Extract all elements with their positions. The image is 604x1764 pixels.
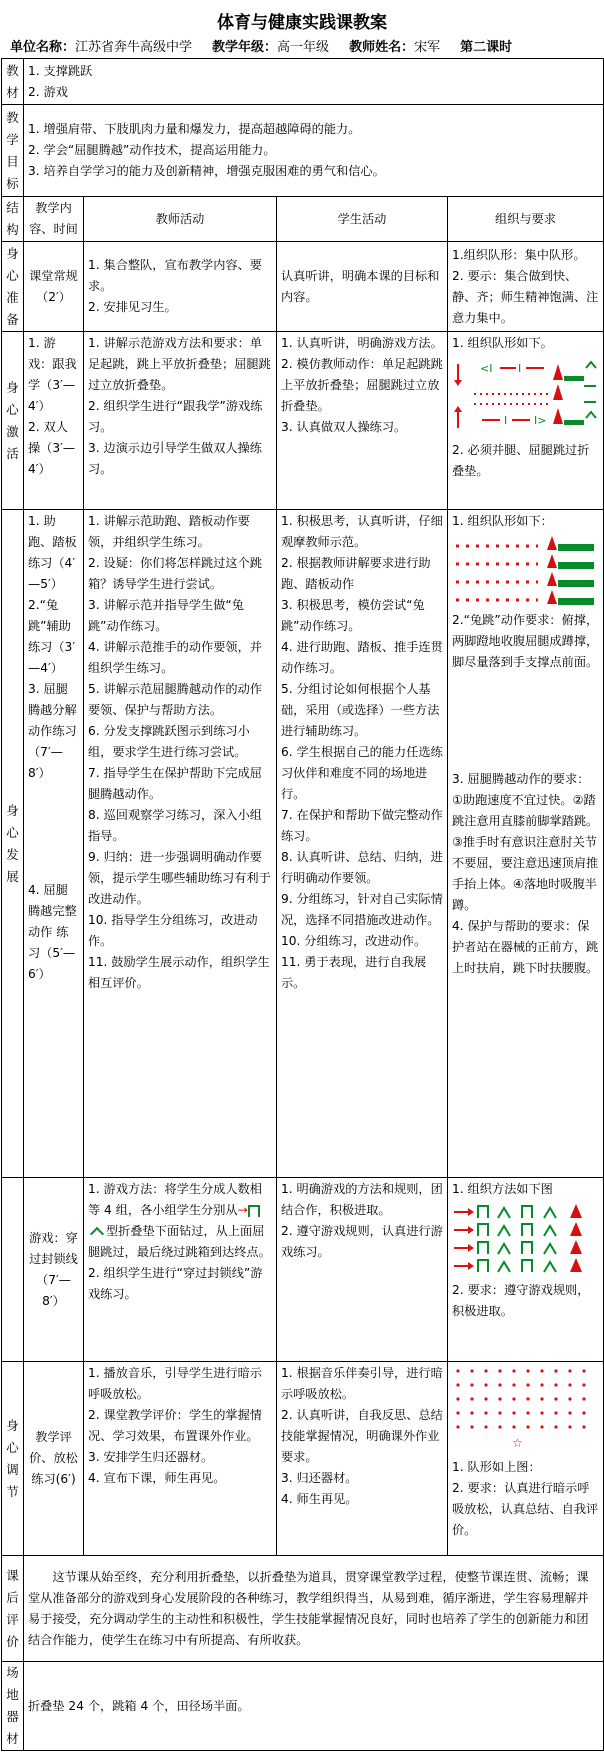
arch-mat-icon: [478, 1242, 488, 1254]
adjust-teacher-item: 3. 安排学生归还器材。: [88, 1450, 214, 1464]
activate-teacher: [84, 332, 277, 510]
prep-org: [448, 242, 604, 332]
activate-label: 身心激活: [2, 332, 24, 510]
prep-teacher-item: 2. 安排见习生。: [88, 300, 177, 314]
develop-content: [24, 510, 84, 1178]
arrow-head-icon: [468, 1262, 474, 1270]
mat-icon: [564, 376, 584, 381]
student-dot: [582, 1397, 585, 1400]
page-title: 体育与健康实践课教案: [217, 13, 387, 33]
period: 第二课时: [460, 39, 513, 55]
student-dot: [456, 1369, 459, 1372]
develop-student-item: 3. 积极思考，模仿尝试“兔跳”动作练习。: [281, 598, 425, 633]
header-structure: 结构: [2, 197, 24, 242]
develop-teacher-item: 3. 讲解示范并指导学生做“兔跳”动作练习。: [88, 598, 244, 633]
develop-content-item: 4. 屈腿腾越完整动作 练 习（5′—6′）: [28, 883, 77, 981]
game-teacher-item: 型折叠垫下面钻过，从上面屈腿跳过，最后绕过跳箱到达终点。: [88, 1224, 271, 1259]
activate-content-item: 1. 游戏：跟我学（3′—4′）: [28, 336, 77, 413]
arrow-head-icon: [454, 406, 462, 412]
prep-student: 认真听讲，明确本课的目标和内容。: [277, 242, 448, 332]
develop-student-item: 11. 勇于表现，进行自我展示。: [281, 955, 427, 990]
develop-teacher: [84, 510, 277, 1178]
unit-label: 单位名称：: [10, 39, 76, 55]
develop-org-item: 2.“兔跳”动作要求：俯撑，两脚蹬地收腹屈腿成蹲撑，脚尽量落到手支撑点前面。: [452, 613, 599, 669]
cone-icon: [553, 408, 563, 424]
develop-content-item: 2.“兔跳”辅助练习（3′—4′）: [28, 598, 76, 675]
develop-org-item: 1. 组织队形如下：: [452, 514, 553, 528]
develop-teacher-item: 2. 设疑：你们将怎样跳过这个跳箱？诱导学生进行尝试。: [88, 556, 262, 591]
activate-student: [277, 332, 448, 510]
cone-icon: [570, 1240, 582, 1254]
meta-row: [0, 32, 604, 58]
game-teacher-item: 1. 游戏方法：将学生分成人数相等 4 组，各小组学生分别从: [88, 1182, 262, 1217]
develop-student-item: 7. 在保护和帮助下做完整动作练习。: [281, 808, 443, 843]
hurdle-icon: [586, 362, 596, 368]
adjust-student-item: 2. 认真听讲，自我反思、总结技能掌握情况，明确课外作业要求。: [281, 1408, 443, 1464]
review-label: 课后评价: [2, 1556, 24, 1662]
header-teacher: 教师活动: [84, 197, 277, 242]
develop-teacher-item: 5. 讲解示范屈腿腾越动作的动作要领、保护与帮助方法。: [88, 682, 262, 717]
student-dot: [568, 1369, 571, 1372]
turn-marker-icon: I: [504, 414, 508, 427]
goals-cell: [24, 105, 604, 197]
arch-mat-icon: [522, 1224, 532, 1236]
develop-teacher-item: 6. 分发支撑跳跃图示到练习小组，要求学生进行练习尝试。: [88, 724, 250, 759]
develop-teacher-item: 10. 指导学生分组练习，改进动作。: [88, 913, 258, 948]
teacher-star-icon: ☆: [512, 1436, 523, 1450]
student-dot: [526, 1369, 529, 1372]
game-teacher: [84, 1178, 277, 1362]
game-formation-svg: [452, 1202, 598, 1278]
arrow-head-icon: [468, 1208, 474, 1216]
activate-student-item: 2. 模仿教师动作：单足起跳跳上平放折叠垫；屈腿跳过立放折叠垫。: [281, 357, 443, 413]
student-dot: [540, 1383, 543, 1386]
teacher-value: 宋军: [414, 39, 441, 55]
game-content: 游戏：穿过封锁线（7′—8′）: [24, 1178, 84, 1362]
student-dot: [554, 1369, 557, 1372]
tent-mat-icon: [544, 1208, 556, 1218]
activate-org-item: 2. 必须并腿、屈腿跳过折叠垫。: [452, 443, 590, 478]
activate-row: [2, 332, 604, 510]
tent-mat-icon: [544, 1244, 556, 1254]
vault-lane: [456, 554, 594, 569]
student-dot: [512, 1397, 515, 1400]
arrow-head-icon: [468, 1226, 474, 1234]
develop-row: [2, 510, 604, 1178]
develop-student-item: 5. 分组讨论如何根据个人基础，采用（或选择）一些方法进行辅助练习。: [281, 682, 440, 738]
student-dot-grid: [456, 1369, 585, 1428]
game-label: [2, 1178, 24, 1362]
formation-row-bottom: [454, 406, 596, 428]
student-dot: [498, 1425, 501, 1428]
prep-row: [2, 242, 604, 332]
develop-teacher-item: 9. 归纳：进一步强调明确动作要领，提示学生哪些辅助练习有利于改进动作。: [88, 850, 271, 906]
student-dot: [540, 1369, 543, 1372]
student-dot: [498, 1397, 501, 1400]
develop-teacher-item: 1. 讲解示范助跑、踏板动作要领，并组织学生练习。: [88, 514, 250, 549]
game-lane: [454, 1240, 582, 1254]
grade-value: 高一年级: [277, 39, 330, 55]
material-cell: [24, 59, 604, 105]
unit-info: [10, 36, 192, 55]
lesson-table: [1, 58, 604, 1751]
tent-mat-icon: [544, 1226, 556, 1236]
game-org-item: 1. 组织方法如下图: [452, 1182, 553, 1196]
student-dot: [554, 1411, 557, 1414]
develop-student-item: 6. 学生根据自己的能力任选练习伙伴和难度不同的场地进行。: [281, 745, 443, 801]
student-dot: [582, 1411, 585, 1414]
student-dot: [540, 1397, 543, 1400]
student-dot: [568, 1383, 571, 1386]
game-org: [448, 1178, 604, 1362]
student-dot: [582, 1383, 585, 1386]
review-text: 这节课从始至终，充分利用折叠垫，以折叠垫为道具，贯穿课堂教学过程，使整节课连贯、流畅；课堂从准备部分的游戏到身心发展阶段的各种练习，教学组织得当，从易到难，循序渐进，学生容易理解并易于接受，充分调动学生的主动性和积极性，学生技能掌握情况良好，同时也培养了学生的创新能力和团结合作能力，使学生在练习中有所提高、有所收获。: [24, 1556, 604, 1662]
activate-org-item: 1. 组织队形如下。: [452, 336, 553, 350]
arch-mat-icon: [248, 1205, 260, 1217]
game-student-item: 2. 遵守游戏规则，认真进行游戏练习。: [281, 1224, 443, 1259]
tent-mat-icon: [498, 1226, 510, 1236]
game-lane: [454, 1204, 582, 1218]
goals-row: [2, 105, 604, 197]
student-dot: [568, 1411, 571, 1414]
student-dot: [526, 1397, 529, 1400]
develop-org: [448, 510, 604, 1178]
equipment-text: 折叠垫 24 个，跳箱 4 个，田径场半面。: [24, 1662, 604, 1751]
header-row: [2, 197, 604, 242]
student-dot: [540, 1411, 543, 1414]
adjust-student: [277, 1362, 448, 1556]
cone-icon: [570, 1222, 582, 1236]
arrow-right-icon: →: [237, 1203, 248, 1217]
cone-icon: [547, 536, 557, 550]
cone-icon: [547, 590, 557, 604]
activate-student-item: 1. 认真听讲，明确游戏方法。: [281, 336, 443, 350]
mat-icon: [564, 420, 584, 425]
cone-icon: [570, 1258, 582, 1272]
cone-icon: [553, 364, 563, 380]
cooldown-formation-diagram: [452, 1365, 599, 1455]
develop-student-item: 8. 认真听讲、总结、归纳，进行明确动作要领。: [281, 850, 443, 885]
arch-mat-icon: [478, 1260, 488, 1272]
vault-formation-svg: [452, 534, 598, 606]
develop-student-item: 2. 根据教师讲解要求进行助跑、踏板动作: [281, 556, 431, 591]
vault-lane: [456, 572, 594, 587]
game-teacher-item: 2. 组织学生进行“穿过封锁线”游戏练习。: [88, 1266, 263, 1301]
vault-box-icon: [558, 580, 594, 587]
student-dot: [540, 1425, 543, 1428]
student-dot: [512, 1369, 515, 1372]
student-dot: [582, 1369, 585, 1372]
student-dot: [498, 1369, 501, 1372]
activate-org: [448, 332, 604, 510]
unit-value: 江苏省奔牛高级中学: [75, 39, 193, 55]
student-dot: [568, 1397, 571, 1400]
prep-org-item: 2. 要示：集合做到快、静、齐；师生精神饱满、注意力集中。: [452, 268, 599, 325]
activate-content: [24, 332, 84, 510]
student-dot: [498, 1411, 501, 1414]
student-dot: [554, 1425, 557, 1428]
prep-teacher: [84, 242, 277, 332]
game-student-item: 1. 明确游戏的方法和规则，团结合作，积极进取。: [281, 1182, 443, 1217]
arch-mat-icon: [522, 1206, 532, 1218]
equipment-label: 场地器材: [2, 1662, 24, 1751]
tent-mat-icon: [498, 1244, 510, 1254]
activate-student-item: 3. 认真做双人操练习。: [281, 420, 407, 434]
student-dot: [484, 1369, 487, 1372]
activate-teacher-item: 2. 组织学生进行“跟我学”游戏练习。: [88, 399, 263, 434]
student-dot: [484, 1425, 487, 1428]
student-dot: [512, 1411, 515, 1414]
teacher-info: [349, 36, 440, 55]
student-dot: [512, 1425, 515, 1428]
goal-item: 3. 培养自学学习的能力及创新精神，增强克服困难的勇气和信心。: [28, 164, 385, 178]
student-dot: [470, 1383, 473, 1386]
adjust-org: [448, 1362, 604, 1556]
student-dot: [484, 1397, 487, 1400]
game-org-item: 2. 要求：遵守游戏规则，积极进取。: [452, 1283, 590, 1318]
student-dot: [568, 1425, 571, 1428]
vault-lane: [456, 536, 594, 551]
develop-org-item: 4. 保护与帮助的要求：保护者站在器械的正前方，跳上时扶肩，跳下时扶腰腹。: [452, 919, 599, 975]
hurdle-icon: [586, 412, 596, 418]
student-dot: [484, 1411, 487, 1414]
prep-label: 身心准备: [2, 242, 24, 332]
student-dot: [456, 1383, 459, 1386]
tent-mat-icon: [90, 1226, 104, 1240]
student-dot: [512, 1383, 515, 1386]
material-label: 教材: [2, 59, 24, 105]
develop-student-item: 4. 进行助跑、踏板、推手连贯动作练习。: [281, 640, 443, 675]
grade-info: [212, 36, 329, 55]
develop-teacher-item: 7. 指导学生在保护帮助下完成屈腿腾越动作。: [88, 766, 262, 801]
teacher-label: 教师姓名：: [349, 39, 415, 55]
tent-mat-icon: [498, 1208, 510, 1218]
student-dot: [554, 1397, 557, 1400]
adjust-content: 教学评价、放松练习(6′): [24, 1362, 84, 1556]
adjust-teacher-item: 4. 宣布下课，师生再见。: [88, 1471, 226, 1485]
header-student: 学生活动: [277, 197, 448, 242]
header-content: 教学内容、时间: [24, 197, 84, 242]
vault-box-icon: [558, 562, 594, 569]
game-lane: [454, 1258, 582, 1272]
student-dot: [526, 1383, 529, 1386]
game-lane: [454, 1222, 582, 1236]
warmup-formation-diagram: [452, 356, 599, 438]
develop-org-item: 3. 屈腿腾越动作的要求：①助跑速度不宜过快。②踏跳注意用直膝前脚掌踏跳。③推手时有意识注意肘关节不要屈，要注意迅速顶肩推手抬上体。④落地时吸腹半蹲。: [452, 772, 599, 912]
prep-content: 课堂常规（2′）: [24, 242, 84, 332]
adjust-org-item: 2. 要求：认真进行暗示呼吸放松，认真总结、自我评价。: [452, 1481, 599, 1537]
goals-label: 教学目标: [2, 105, 24, 197]
material-row: [2, 59, 604, 105]
warmup-formation-svg: [452, 356, 598, 436]
develop-student-item: 10. 分组练习，改进动作。: [281, 934, 427, 948]
grade-label: 教学年级：: [212, 39, 278, 55]
develop-teacher-item: 11. 鼓励学生展示动作，组织学生相互评价。: [88, 955, 270, 990]
turn-marker-icon: I>: [534, 414, 547, 427]
vault-formation-diagram: [452, 534, 599, 608]
header-org: 组织与要求: [448, 197, 604, 242]
arrow-head-icon: [454, 380, 462, 386]
tent-mat-icon: [498, 1262, 510, 1272]
develop-teacher-item: 4. 讲解示范推手的动作要领，并组织学生练习。: [88, 640, 262, 675]
arch-mat-icon: [478, 1206, 488, 1218]
activate-content-item: 2. 双人操（3′—4′）: [28, 420, 76, 476]
review-row: [2, 1556, 604, 1662]
vault-box-icon: [558, 544, 594, 551]
game-formation-diagram: [452, 1202, 599, 1278]
adjust-student-item: 3. 归还器材。: [281, 1471, 358, 1485]
develop-student-item: 1. 积极思考，认真听讲，仔细观摩教师示范。: [281, 514, 443, 549]
student-dot: [484, 1383, 487, 1386]
arch-mat-icon: [478, 1224, 488, 1236]
material-item: 1. 支撑跳跃: [28, 63, 93, 78]
cooldown-formation-svg: [452, 1365, 598, 1453]
turn-marker-icon: <I: [480, 362, 493, 375]
develop-teacher-item: 8. 巡回观察学习练习，深入小组指导。: [88, 808, 262, 843]
student-dot: [498, 1383, 501, 1386]
student-dot: [456, 1425, 459, 1428]
adjust-teacher-item: 1. 播放音乐，引导学生进行暗示呼吸放松。: [88, 1366, 262, 1401]
adjust-teacher-item: 2. 课堂教学评价：学生的掌握情况、学习效果，布置课外作业。: [88, 1408, 262, 1443]
arch-mat-icon: [522, 1260, 532, 1272]
material-item: 2. 游戏: [28, 84, 68, 99]
formation-row-middle: [474, 384, 596, 404]
develop-student-item: 9. 分组练习，针对自己实际情况，选择不同措施改进动作。: [281, 892, 443, 927]
student-dot: [582, 1425, 585, 1428]
adjust-org-item: 1. 队形如上图：: [452, 1460, 541, 1474]
develop-content-item: 1. 助跑、踏板练习（4′—5′）: [28, 514, 77, 591]
student-dot: [470, 1397, 473, 1400]
student-dot: [470, 1369, 473, 1372]
goal-item: 1. 增强肩带、下肢肌肉力量和爆发力，提高超越障碍的能力。: [28, 122, 361, 136]
equipment-row: [2, 1662, 604, 1751]
activate-teacher-item: 3. 边演示边引导学生做双人操练习。: [88, 441, 262, 476]
goal-item: 2. 学会“屈腿腾越”动作技术，提高运用能力。: [28, 143, 276, 157]
adjust-student-item: 4. 师生再见。: [281, 1492, 358, 1506]
student-dot: [526, 1411, 529, 1414]
vault-box-icon: [558, 598, 594, 605]
game-row: [2, 1178, 604, 1362]
arch-mat-icon: [522, 1242, 532, 1254]
student-dot: [470, 1411, 473, 1414]
develop-content-item: 3. 屈腿腾越分解动作练习（7′—8′）: [28, 682, 77, 780]
adjust-student-item: 1. 根据音乐伴奏引导，进行暗示呼吸放松。: [281, 1366, 443, 1401]
cone-icon: [547, 554, 557, 568]
develop-student: [277, 510, 448, 1178]
formation-row-top: [454, 362, 596, 386]
cone-icon: [570, 1204, 582, 1218]
prep-teacher-item: 1. 集合整队，宣布教学内容、要求。: [88, 258, 262, 293]
adjust-row: [2, 1362, 604, 1556]
tent-mat-icon: [544, 1262, 556, 1272]
adjust-label: 身心调节: [2, 1362, 24, 1556]
vault-lane: [456, 590, 594, 605]
student-dot: [526, 1425, 529, 1428]
cone-icon: [553, 384, 563, 400]
student-dot: [554, 1383, 557, 1386]
turn-marker-icon: I: [518, 362, 522, 375]
arrow-head-icon: [468, 1244, 474, 1252]
develop-label: 身心发展: [2, 510, 24, 1178]
activate-teacher-item: 1. 讲解示范游戏方法和要求：单足起跳，跳上平放折叠垫；屈腿跳过立放折叠垫。: [88, 336, 271, 392]
student-dot: [470, 1425, 473, 1428]
student-dot: [456, 1397, 459, 1400]
cone-icon: [547, 572, 557, 586]
game-student: [277, 1178, 448, 1362]
prep-org-item: 1.组织队形：集中队形。: [452, 247, 586, 262]
adjust-teacher: [84, 1362, 277, 1556]
student-dot: [456, 1411, 459, 1414]
